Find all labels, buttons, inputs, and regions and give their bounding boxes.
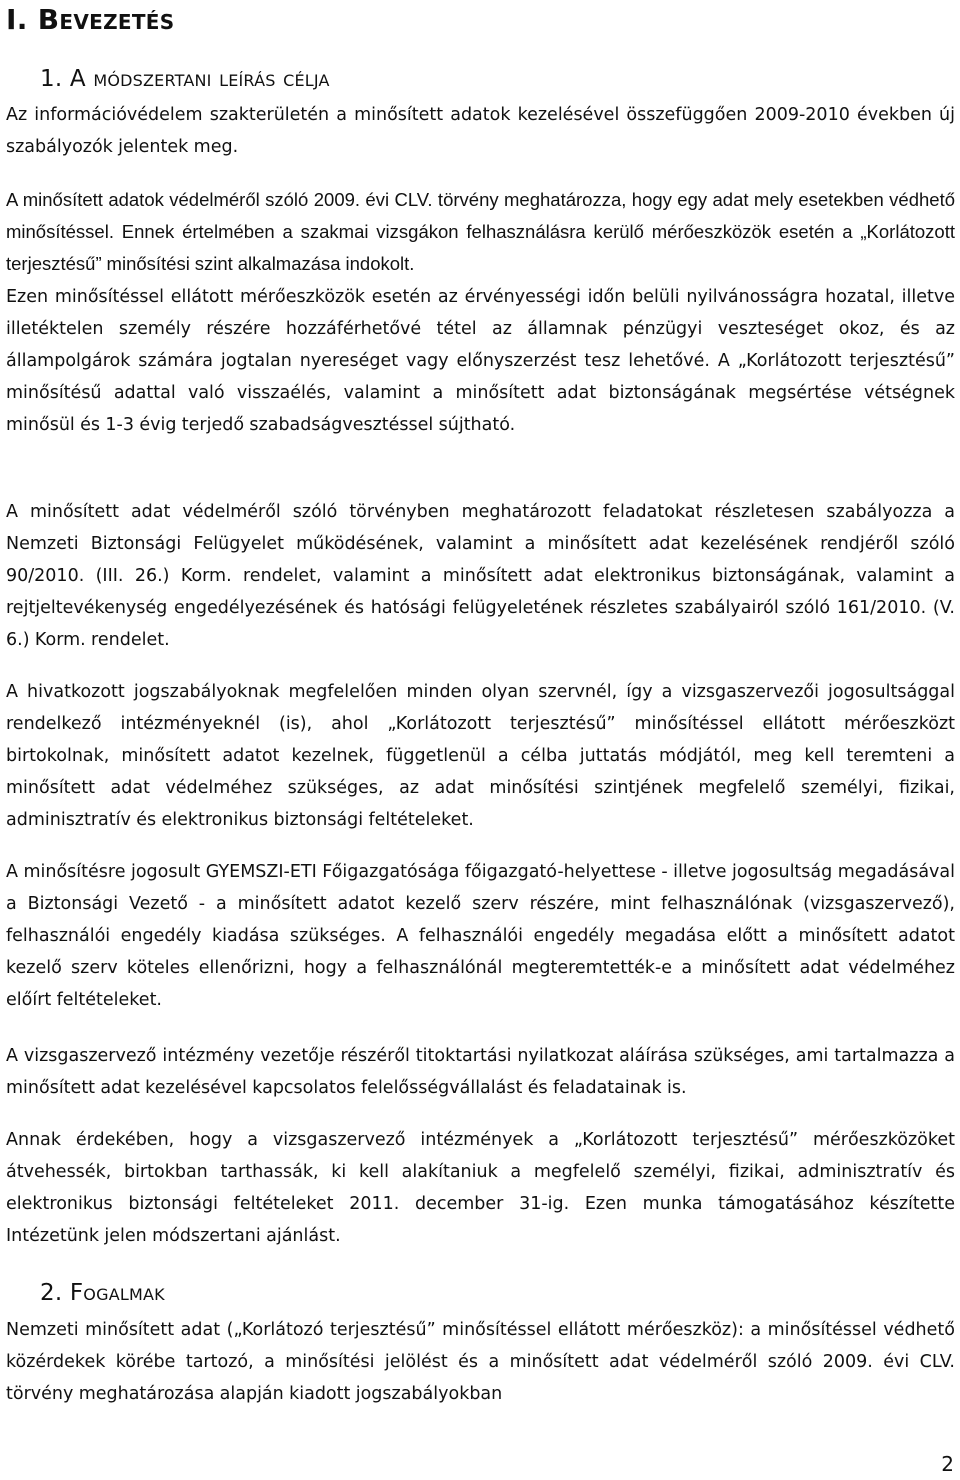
paragraph: Az információvédelem szakterületén a minősített adatok kezelésével összefüggően 2009-2010 években új szabályozók jelentek meg.: [6, 105, 955, 157]
paragraph: A minősítésre jogosult GYEMSZI-ETI Főigazgatósága főigazgató-helyettese - illetve jogosultság megadásával a Biztonsági Vezető - a minősített adatot kezelő szerv részére, mint felhasználónak (vizsgaszervező), felhasználói engedély kiadása szükséges. A felhasználói engedély megadása előtt a minősített adatot kezelő szerv köteles ellenőrizni, hogy a felhasználónál megteremtették-e a minősített adat védelméhez előírt feltételeket.: [6, 862, 955, 1010]
chapter-number: I.: [6, 3, 28, 36]
paragraph: Nemzeti minősített adat („Korlátozó terjesztésű” minősítéssel ellátott mérőeszköz): a minősítéssel védhető közérdekek körébe tartozó, a minősítési jelölést és a minősített adat védelméről szóló 2009. évi CLV. törvény meghatározása alapján kiadott jogszabályokban: [6, 1320, 955, 1404]
section-heading-1: [40, 64, 330, 94]
paragraph: A vizsgaszervező intézmény vezetője részéről titoktartási nyilatkozat aláírása szükséges, ami tartalmazza a minősített adat kezelésével kapcsolatos felelősségvállalást és feladatainak is.: [6, 1046, 955, 1098]
paragraph: A minősített adat védelméről szóló törvényben meghatározott feladatokat részletesen szabályozza a Nemzeti Biztonsági Felügyelet működésének, valamint a minősített adat kezelésének rendjéről szóló 90/2010. (III. 26.) Korm. rendelet, valamint a minősített adat elektronikus biztonságának, valamint a rejtjeltevékenység engedélyezésének és hatósági felügyeletének részletes szabályairól szóló 161/2010. (V. 6.) Korm. rendelet.: [6, 502, 955, 650]
chapter-title: Bevezetés: [37, 3, 175, 36]
section-number: 1.: [40, 66, 63, 92]
paragraph: Ezen minősítéssel ellátott mérőeszközök esetén az érvényességi időn belüli nyilvánosságra hozatal, illetve illetéktelen személy részére hozzáférhetővé tétel az államnak pénzügyi veszteséget okoz, és az állampolgárok számára jogtalan nyereséget vagy előnyszerzést tesz lehetővé. A „Korlátozott terjesztésű” minősítésű adattal való visszaélés, valamint a minősített adat biztonságának megsértése vétségnek minősül és 1-3 évig terjedő szabadságvesztéssel sújtható.: [6, 287, 955, 435]
paragraph: A hivatkozott jogszabályoknak megfelelően minden olyan szervnél, így a vizsgaszervezői jogosultsággal rendelkező intézményeknél (is), ahol „Korlátozott terjesztésű” minősítéssel ellátott mérőeszközt birtokolnak, minősített adatot kezelnek, függetlenül a célba juttatás módjától, meg kell teremteni a minősített adat védelméhez szükséges, az adat minősítési szintjének megfelelő személyi, fizikai, adminisztratív és elektronikus biztonsági feltételeket.: [6, 682, 955, 830]
section-number: 2.: [40, 1280, 63, 1306]
chapter-heading: [6, 2, 174, 38]
section-title: A módszertani leírás célja: [69, 66, 330, 92]
paragraph: Annak érdekében, hogy a vizsgaszervező intézmények a „Korlátozott terjesztésű” mérőeszközöket átvehessék, birtokban tarthassák, ki kell alakítaniuk a megfelelő személyi, fizikai, adminisztratív és elektronikus biztonsági feltételeket 2011. december 31-ig. Ezen munka támogatásához készítette Intézetünk jelen módszertani ajánlást.: [6, 1130, 955, 1246]
paragraph: A minősített adatok védelméről szóló 2009. évi CLV. törvény meghatározza, hogy egy adat mely esetekben védhető minősítéssel. Ennek értelmében a szakmai vizsgákon felhasználásra kerülő mérőeszközök esetén a „Korlátozott terjesztésű” minősítési szint alkalmazása indokolt.: [6, 189, 955, 274]
page-number: 2: [941, 1452, 954, 1476]
section-title: Fogalmak: [69, 1280, 165, 1306]
section-heading-2: [40, 1278, 165, 1308]
